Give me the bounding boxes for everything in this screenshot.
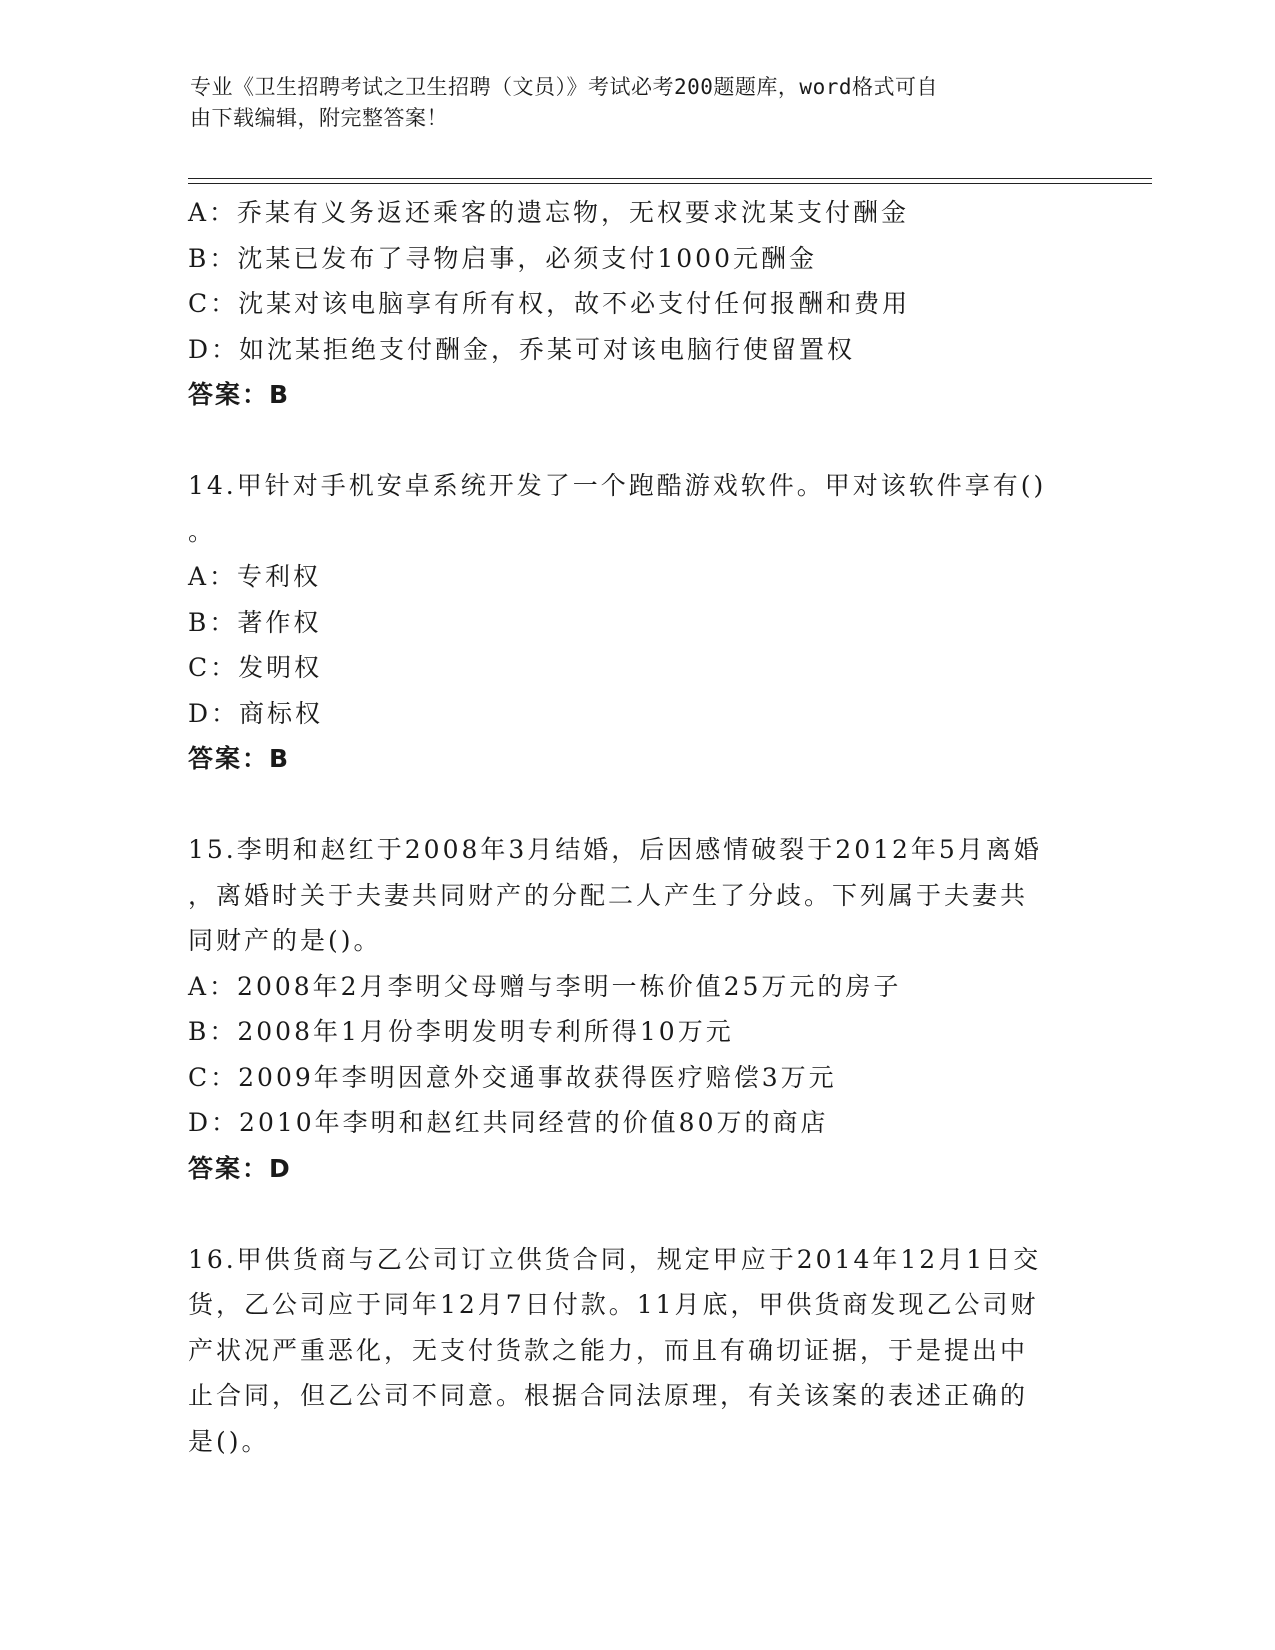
- question-stem-cont: 产状况严重恶化，无支付货款之能力，而且有确切证据，于是提出中: [188, 1335, 1029, 1365]
- answer-label: 答案：B: [188, 744, 291, 773]
- document-header: [190, 72, 1080, 134]
- option-c: C：沈某对该电脑享有所有权，故不必支付任何报酬和费用: [188, 289, 911, 318]
- spacer: [188, 418, 1088, 464]
- option-b: B：沈某已发布了寻物启事，必须支付1000元酬金: [188, 243, 817, 273]
- question-stem: 15.李明和赵红于2008年3月结婚，后因感情破裂于2012年5月离婚: [188, 835, 1042, 864]
- question-stem-cont: ，离婚时关于夫妻共同财产的分配二人产生了分歧。下列属于夫妻共: [188, 880, 1029, 910]
- header-divider-top: [188, 178, 1152, 179]
- spacer: [188, 782, 1088, 828]
- option-d: D：如沈某拒绝支付酬金，乔某可对该电脑行使留置权: [188, 334, 856, 364]
- question-14: [188, 463, 1088, 782]
- question-stem-cont: 同财产的是()。: [188, 926, 382, 955]
- header-line-2: 由下载编辑，附完整答案！: [190, 106, 448, 130]
- option-b: B：2008年1月份李明发明专利所得10万元: [188, 1017, 734, 1046]
- option-d: D：2010年李明和赵红共同经营的价值80万的商店: [188, 1108, 829, 1137]
- option-a: A：乔某有义务返还乘客的遗忘物，无权要求沈某支付酬金: [188, 198, 910, 227]
- option-b: B：著作权: [188, 607, 322, 637]
- spacer: [188, 1191, 1088, 1237]
- question-stem-cont: 是()。: [188, 1426, 270, 1456]
- question-16: [188, 1237, 1088, 1465]
- question-stem: 16.甲供货商与乙公司订立供货合同，规定甲应于2014年12月1日交: [188, 1244, 1042, 1274]
- option-d: D：商标权: [188, 698, 324, 728]
- question-stem: 14.甲针对手机安卓系统开发了一个跑酷游戏软件。甲对该软件享有(): [188, 471, 1047, 500]
- question-list: [188, 190, 1088, 1464]
- answer-label: 答案：B: [188, 380, 291, 409]
- header-line-1: 专业《卫生招聘考试之卫生招聘（文员）》考试必考200题题库，word格式可自: [190, 75, 938, 99]
- option-c: C：发明权: [188, 653, 323, 682]
- question-15: [188, 827, 1088, 1191]
- option-a: A：专利权: [188, 562, 322, 591]
- question-13-tail: [188, 190, 1088, 418]
- answer-label: 答案：D: [188, 1153, 292, 1183]
- question-stem-cont: 止合同，但乙公司不同意。根据合同法原理，有关该案的表述正确的: [188, 1381, 1029, 1410]
- option-c: C：2009年李明因意外交通事故获得医疗赔偿3万元: [188, 1062, 837, 1092]
- question-stem-cont: 。: [188, 516, 217, 546]
- question-stem-cont: 货，乙公司应于同年12月7日付款。11月底，甲供货商发现乙公司财: [188, 1290, 1039, 1319]
- option-a: A：2008年2月李明父母赠与李明一栋价值25万元的房子: [188, 971, 902, 1001]
- header-divider-bottom: [188, 183, 1152, 184]
